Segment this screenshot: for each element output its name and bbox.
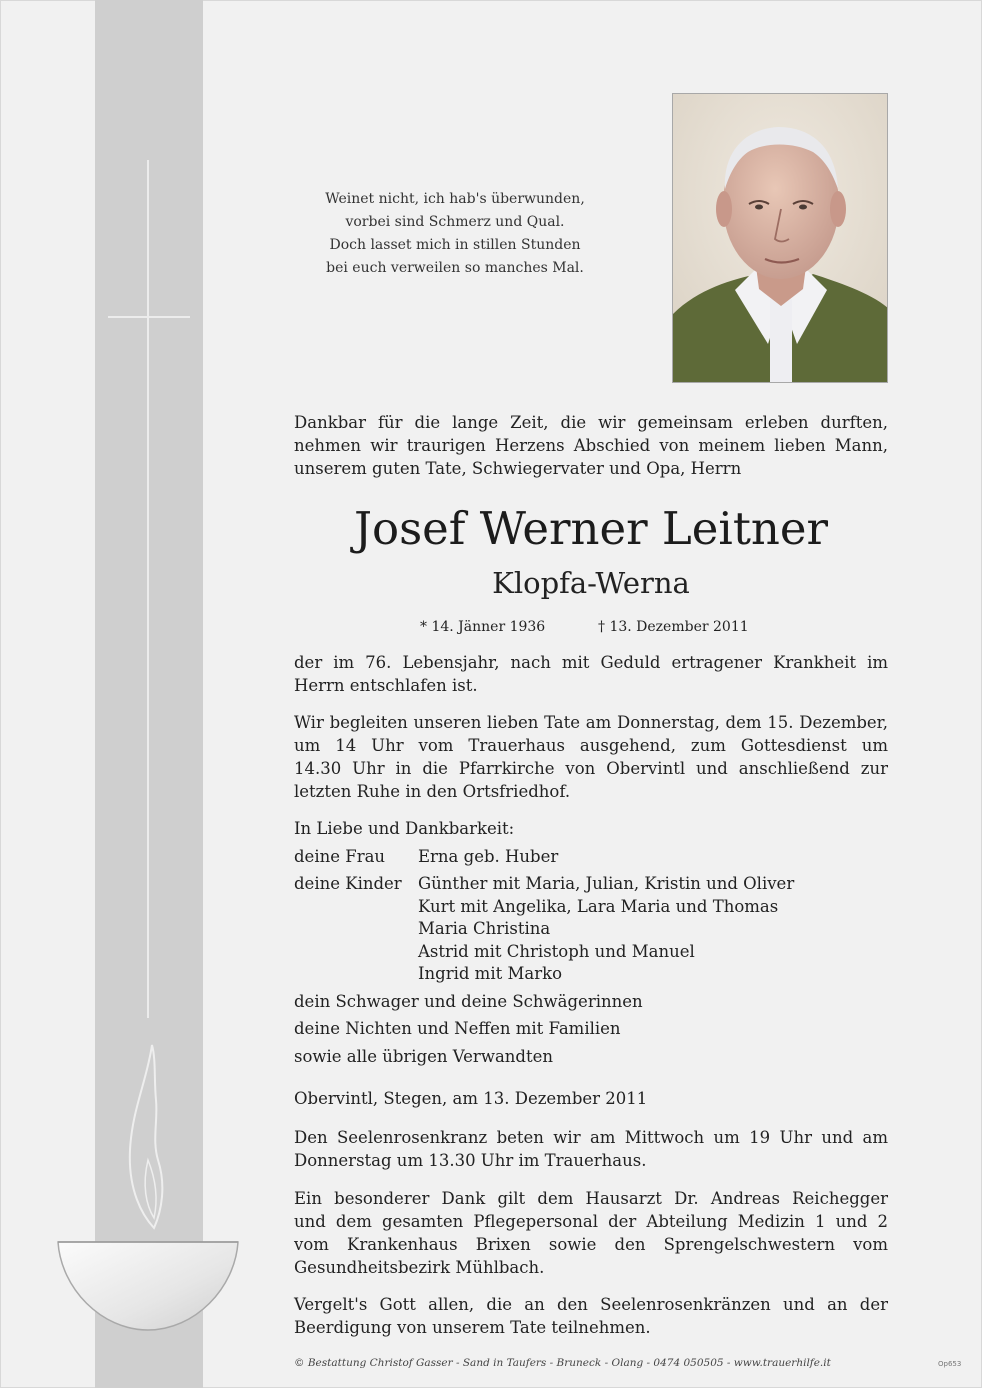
cross-vertical (147, 160, 149, 1018)
funeral-line: 14.30 Uhr in die Pfarrkirche von Obervintl und anschließend zur (294, 759, 888, 778)
funeral-home-footer: © Bestattung Christof Gasser - Sand in Taufers - Bruneck - Olang - 0474 050505 - www.trauerhilfe.it (294, 1357, 831, 1369)
poem-line: Doch lasset mich in stillen Stunden (329, 237, 581, 253)
passing-line: Herrn entschlafen ist. (294, 676, 478, 695)
flame-icon (112, 1040, 182, 1240)
funeral-text (294, 711, 888, 803)
rosary-text (294, 1126, 888, 1172)
intro-line: unserem guten Tate, Schwiegervater und Opa, Herrn (294, 459, 742, 478)
poem-line: Weinet nicht, ich hab's überwunden, (325, 191, 585, 207)
document-code: Op653 (938, 1360, 962, 1368)
cross-horizontal (108, 316, 190, 318)
passing-line: der im 76. Lebensjahr, nach mit Geduld ertragener Krankheit im (294, 653, 888, 672)
rosary-line: Donnerstag um 13.30 Uhr im Trauerhaus. (294, 1151, 647, 1170)
child-family: Ingrid mit Marko (418, 964, 563, 983)
relatives-line: dein Schwager und deine Schwägerinnen (294, 991, 643, 1011)
wife-label: deine Frau (294, 846, 386, 866)
deceased-nickname: Klopfa-Werna (492, 566, 690, 600)
child-family: Günther mit Maria, Julian, Kristin und Oliver (418, 874, 795, 893)
funeral-line: Wir begleiten unseren lieben Tate am Donnerstag, dem 15. Dezember, (294, 713, 888, 732)
children-label: deine Kinder (294, 874, 402, 893)
child-family: Astrid mit Christoph und Manuel (418, 941, 695, 961)
portrait-image (673, 94, 888, 383)
relatives-line: sowie alle übrigen Verwandten (294, 1046, 553, 1066)
rosary-line: Den Seelenrosenkranz beten wir am Mittwoch um 19 Uhr und am (294, 1128, 888, 1147)
poem-line: vorbei sind Schmerz und Qual. (345, 214, 565, 230)
poem-line: bei euch verweilen so manches Mal. (326, 260, 584, 276)
thanks-line: Ein besonderer Dank gilt dem Hausarzt Dr. Andreas Reichegger (294, 1189, 888, 1208)
passing-text (294, 651, 888, 697)
funeral-line: letzten Ruhe in den Ortsfriedhof. (294, 782, 571, 801)
thanks-line: und dem gesamten Pflegepersonal der Abteilung Medizin 1 und 2 (294, 1212, 888, 1231)
candle-bowl-icon (55, 1238, 241, 1338)
birth-date: * 14. Jänner 1936 (420, 619, 546, 635)
thanks-line: vom Krankenhaus Brixen sowie den Sprengelschwestern vom (294, 1235, 888, 1254)
thanks-text (294, 1187, 888, 1279)
child-family: Maria Christina (418, 919, 551, 938)
place-date (294, 1087, 888, 1110)
mourners-list (294, 818, 888, 1068)
intro-line: nehmen wir traurigen Herzens Abschied von meinem lieben Mann, (294, 436, 888, 455)
closing-text (294, 1293, 888, 1339)
closing-line: Vergelt's Gott allen, die an den Seelenrosenkränzen und an der (294, 1295, 888, 1314)
poem (290, 188, 620, 280)
closing-line: Beerdigung von unserem Tate teilnehmen. (294, 1318, 651, 1337)
death-date: † 13. Dezember 2011 (598, 619, 749, 635)
funeral-line: um 14 Uhr vom Trauerhaus ausgehend, zum Gottesdienst um (294, 736, 888, 755)
intro-text (294, 411, 888, 480)
intro-line: Dankbar für die lange Zeit, die wir gemeinsam erleben durften, (294, 413, 888, 432)
child-family: Kurt mit Angelika, Lara Maria und Thomas (418, 896, 779, 916)
thanks-line: Gesundheitsbezirk Mühlbach. (294, 1258, 545, 1277)
relatives-line: deine Nichten und Neffen mit Familien (294, 1019, 621, 1038)
mourners-heading: In Liebe und Dankbarkeit: (294, 819, 515, 838)
portrait-photo (672, 93, 888, 383)
place-date-text: Obervintl, Stegen, am 13. Dezember 2011 (294, 1089, 648, 1108)
deceased-name: Josef Werner Leitner (353, 502, 829, 555)
wife-name: Erna geb. Huber (418, 846, 559, 866)
